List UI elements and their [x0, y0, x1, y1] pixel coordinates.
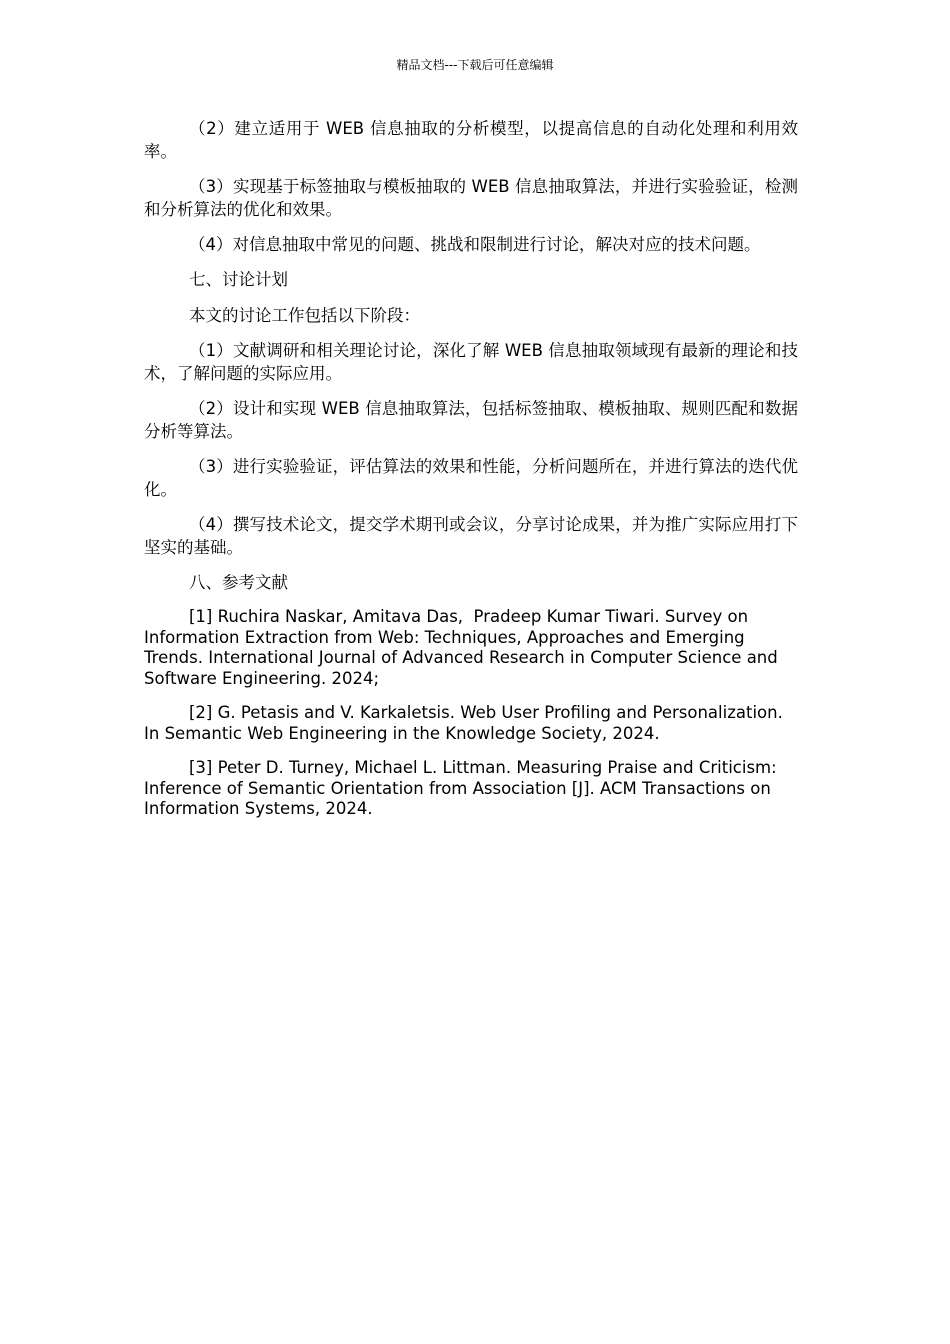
document-body — [144, 117, 798, 834]
plan-item-4: （4）撰写技术论文，提交学术期刊或会议，分享讨论成果，并为推广实际应用打下坚实的基础。 — [144, 515, 798, 557]
page-header: 精品文档---下载后可任意编辑 — [396, 58, 554, 72]
reference-3: [3] Peter D. Turney, Michael L. Littman. Measuring Praise and Criticism: Inference of Semantic Orientation from Association [J]. ACM Transactions on Information Systems, 2024. — [144, 758, 777, 818]
plan-item-1: （1）文献调研和相关理论讨论，深化了解 WEB 信息抽取领域现有最新的理论和技术，了解问题的实际应用。 — [144, 341, 798, 383]
reference-2: [2] G. Petasis and V. Karkaletsis. Web User Profiling and Personalization. In Semantic Web Engineering in the Knowledge Society, 2024. — [144, 703, 783, 743]
plan-item-3: （3）进行实验验证，评估算法的效果和性能，分析问题所在，并进行算法的迭代优化。 — [144, 457, 798, 499]
reference-1: [1] Ruchira Naskar, Amitava Das, Pradeep Kumar Tiwari. Survey on Information Extraction from Web: Techniques, Approaches and Emerging Trends. International Journal of Advanced Research in Computer Science and Software Engineering. 2024; — [144, 607, 778, 688]
research-goal-3: （3）实现基于标签抽取与模板抽取的 WEB 信息抽取算法，并进行实验验证，检测和分析算法的优化和效果。 — [144, 177, 798, 219]
section-7-intro: 本文的讨论工作包括以下阶段： — [189, 306, 420, 325]
research-goal-4: （4）对信息抽取中常见的问题、挑战和限制进行讨论，解决对应的技术问题。 — [189, 235, 761, 254]
plan-item-2: （2）设计和实现 WEB 信息抽取算法，包括标签抽取、模板抽取、规则匹配和数据分析等算法。 — [144, 399, 798, 441]
section-8-heading: 八、参考文献 — [189, 573, 288, 592]
section-7-heading: 七、讨论计划 — [189, 270, 288, 289]
research-goal-2: （2）建立适用于 WEB 信息抽取的分析模型，以提高信息的自动化处理和利用效率。 — [144, 119, 798, 161]
